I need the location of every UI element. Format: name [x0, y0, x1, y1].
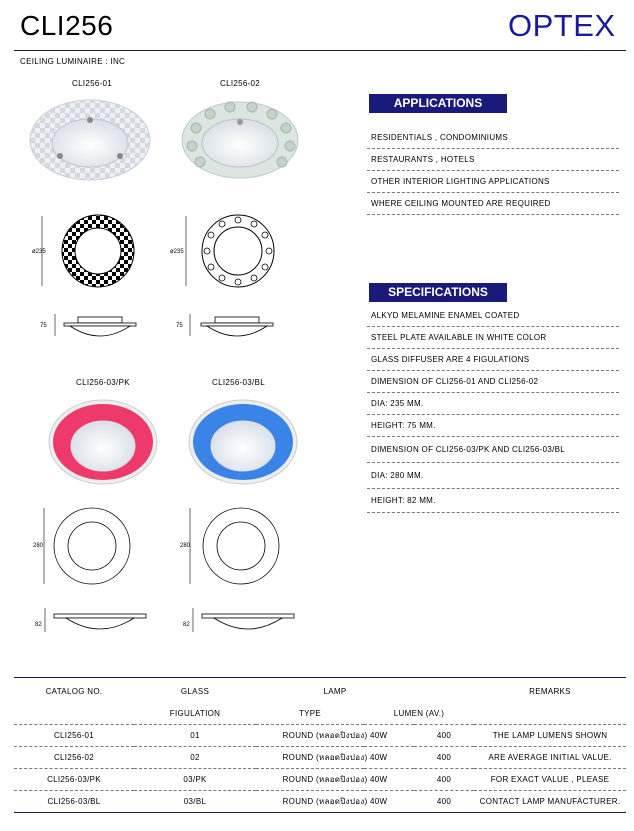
- table-row: [14, 725, 626, 747]
- photo-cli256-02: [182, 102, 298, 178]
- dim-height-small-02: 75: [176, 323, 183, 329]
- applications-heading: APPLICATIONS: [369, 94, 507, 113]
- photo-cli256-01: [30, 100, 150, 180]
- spec-item: DIMENSION OF CLI256-01 AND CLI256-02: [367, 371, 619, 393]
- dim-dia-small-01: ø235: [32, 249, 46, 255]
- cell-catalog-no: CLI256-02: [14, 747, 134, 769]
- product-label-03pk: CLI256-03/PK: [76, 378, 130, 387]
- spec-item: HEIGHT: 82 MM.: [367, 489, 619, 513]
- sideview-cli256-02: [190, 314, 273, 336]
- table-row: [14, 747, 626, 769]
- sideview-cli256-03pk: [45, 608, 146, 632]
- cell-catalog-no: CLI256-03/BL: [14, 791, 134, 813]
- cell-remark: CONTACT LAMP MANUFACTURER.: [474, 791, 626, 813]
- sideview-cli256-03bl: [193, 608, 294, 632]
- cell-type: ROUND (หลอดปิงปอง) 40W: [256, 725, 414, 747]
- product-label-02: CLI256-02: [220, 79, 261, 88]
- cell-lumen: 400: [414, 791, 474, 813]
- catalog-table: [14, 680, 626, 813]
- application-item: OTHER INTERIOR LIGHTING APPLICATIONS: [367, 171, 619, 193]
- header-catalog-no: CATALOG NO.: [45, 686, 103, 696]
- cell-remark: FOR EXACT VALUE , PLEASE: [474, 769, 626, 791]
- category-label: CEILING LUMINAIRE : INC: [20, 57, 126, 66]
- table-header-row-1: [14, 680, 626, 702]
- header-glass: GLASS: [180, 686, 210, 696]
- cell-lumen: 400: [414, 769, 474, 791]
- topview-cli256-02: [186, 215, 274, 287]
- header-remarks: REMARKS: [529, 686, 571, 696]
- specifications-list: [367, 305, 619, 513]
- cell-catalog-no: CLI256-01: [14, 725, 134, 747]
- cell-figulation: 01: [134, 725, 256, 747]
- product-label-03bl: CLI256-03/BL: [212, 378, 265, 387]
- applications-list: [367, 127, 619, 215]
- cell-remark: THE LAMP LUMENS SHOWN: [474, 725, 626, 747]
- table-row: [14, 791, 626, 813]
- spec-item: ALKYD MELAMINE ENAMEL COATED: [367, 305, 619, 327]
- topview-cli256-03pk: [44, 508, 130, 584]
- header-type: TYPE: [298, 708, 322, 718]
- application-item: RESIDENTIALS , CONDOMINIUMS: [367, 127, 619, 149]
- table-top-rule: [14, 677, 626, 678]
- dim-dia-large-03pk: 280: [33, 543, 44, 549]
- cell-type: ROUND (หลอดปิงปอง) 40W: [256, 791, 414, 813]
- topview-cli256-01: [42, 215, 134, 287]
- application-item: RESTAURANTS , HOTELS: [367, 149, 619, 171]
- spec-item: DIMENSION OF CLI256-03/PK AND CLI256-03/BL: [367, 437, 619, 463]
- table-row: [14, 769, 626, 791]
- product-illustrations: [0, 88, 360, 668]
- spec-item: GLASS DIFFUSER ARE 4 FIGULATIONS: [367, 349, 619, 371]
- cell-catalog-no: CLI256-03/PK: [14, 769, 134, 791]
- specifications-heading: SPECIFICATIONS: [369, 283, 507, 302]
- table-header-row-2: [14, 702, 626, 725]
- header-figulation: FIGULATION: [169, 708, 221, 718]
- cell-figulation: 02: [134, 747, 256, 769]
- cell-figulation: 03/PK: [134, 769, 256, 791]
- dim-dia-large-03bl: 280: [180, 543, 191, 549]
- dim-dia-small-02: ø235: [170, 249, 184, 255]
- photo-cli256-03pk: [49, 400, 157, 484]
- photo-cli256-03bl: [189, 400, 297, 484]
- header-lamp: LAMP: [323, 686, 347, 696]
- cell-type: ROUND (หลอดปิงปอง) 40W: [256, 747, 414, 769]
- cell-remark: ARE AVERAGE INITIAL VALUE.: [474, 747, 626, 769]
- sideview-cli256-01: [55, 314, 136, 336]
- header-lumen: LUMEN (AV.): [393, 708, 445, 718]
- spec-item: HEIGHT: 75 MM.: [367, 415, 619, 437]
- spec-item: STEEL PLATE AVAILABLE IN WHITE COLOR: [367, 327, 619, 349]
- cell-type: ROUND (หลอดปิงปอง) 40W: [256, 769, 414, 791]
- product-label-01: CLI256-01: [72, 79, 113, 88]
- spec-item: DIA: 280 MM.: [367, 463, 619, 489]
- dim-height-small-01: 75: [40, 323, 47, 329]
- dim-height-large-03pk: 82: [35, 622, 42, 628]
- topview-cli256-03bl: [190, 508, 279, 584]
- spec-item: DIA: 235 MM.: [367, 393, 619, 415]
- header-rule: [14, 50, 626, 51]
- model-title: CLI256: [20, 10, 114, 41]
- cell-figulation: 03/BL: [134, 791, 256, 813]
- dim-height-large-03bl: 82: [183, 622, 190, 628]
- cell-lumen: 400: [414, 747, 474, 769]
- brand-logo: OPTEX: [508, 8, 616, 43]
- application-item: WHERE CEILING MOUNTED ARE REQUIRED: [367, 193, 619, 215]
- cell-lumen: 400: [414, 725, 474, 747]
